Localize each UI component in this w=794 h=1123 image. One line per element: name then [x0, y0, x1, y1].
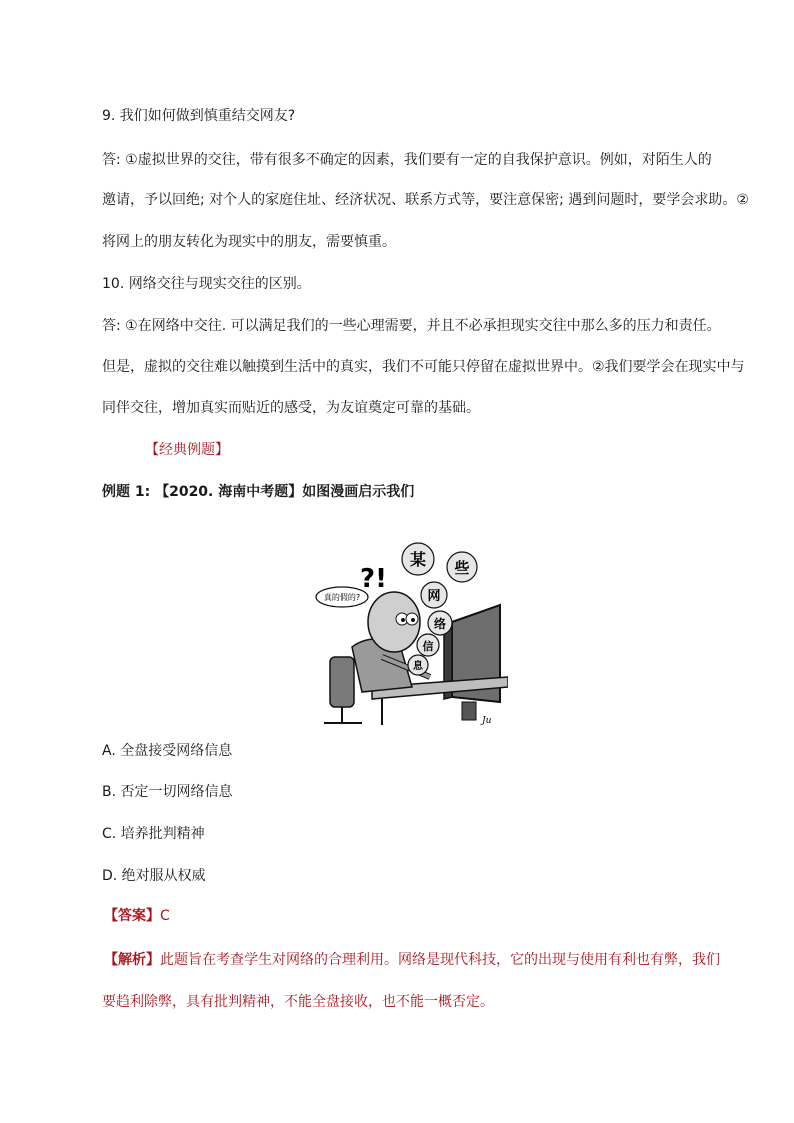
word-bubble-1 — [402, 543, 434, 575]
surprise-symbols: ?! — [360, 564, 387, 594]
cartoon-illustration — [312, 527, 508, 727]
answer-10-line-2: 但是，虚拟的交往难以触摸到生活中的真实，我们不可能只停留在虚拟世界中。②我们要学会在现实中与 — [102, 359, 745, 375]
speech-text: 真的假的? — [323, 593, 361, 602]
svg-text:络: 络 — [433, 617, 447, 631]
analysis-text-1: 此题旨在考查学生对网络的合理利用。网络是现代科技，它的出现与使用有利也有弊，我们 — [160, 952, 720, 968]
svg-text:些: 些 — [454, 559, 470, 577]
answer-9-line-1: 答: ①虚拟世界的交往，带有很多不确定的因素，我们要有一定的自我保护意识。例如，对陌生人的 — [102, 152, 712, 168]
option-a: A. 全盘接受网络信息 — [102, 743, 233, 759]
answer-value: C — [160, 908, 170, 924]
section-title: 【经典例题】 — [145, 442, 229, 458]
question-9: 9. 我们如何做到慎重结交网友? — [102, 108, 296, 124]
option-c: C. 培养批判精神 — [102, 826, 205, 842]
analysis-label: 【解析】 — [104, 952, 160, 968]
word-bubble-2 — [447, 552, 477, 582]
analysis-line-2: 要趋利除弊，具有批判精神，不能全盘接收，也不能一概否定。 — [102, 994, 494, 1010]
answer-9-line-2: 邀请，予以回绝; 对个人的家庭住址、经济状况、联系方式等，要注意保密; 遇到问题时，要学会求助。② — [102, 192, 749, 208]
artist-signature: Ju — [482, 716, 492, 726]
svg-text:信: 信 — [422, 640, 434, 653]
answer-10-line-1: 答: ①在网络中交往. 可以满足我们的一些心理需要，并且不必承担现实交往中那么多的压力和责任。 — [102, 318, 721, 334]
option-b: B. 否定一切网络信息 — [102, 784, 233, 800]
option-d: D. 绝对服从权威 — [102, 868, 206, 884]
svg-text:某: 某 — [409, 550, 427, 569]
example-stem: 例题 1: 【2020. 海南中考题】如图漫画启示我们 — [102, 484, 415, 500]
chair — [330, 657, 354, 707]
question-10: 10. 网络交往与现实交往的区别。 — [102, 276, 311, 292]
analysis-line-1 — [104, 950, 720, 970]
word-bubble-3 — [421, 582, 447, 608]
word-bubble-5 — [417, 634, 439, 656]
answer-label: 【答案】 — [104, 908, 160, 924]
answer-10-line-3: 同伴交往，增加真实而贴近的感受，为友谊奠定可靠的基础。 — [102, 400, 480, 416]
svg-text:网: 网 — [427, 589, 441, 604]
monitor-stand — [462, 702, 476, 720]
answer-9-line-3: 将网上的朋友转化为现实中的朋友，需要慎重。 — [102, 234, 396, 250]
answer-line — [104, 906, 170, 926]
word-bubble-6 — [408, 655, 428, 675]
svg-text:息: 息 — [413, 661, 423, 672]
word-bubble-4 — [428, 611, 452, 635]
